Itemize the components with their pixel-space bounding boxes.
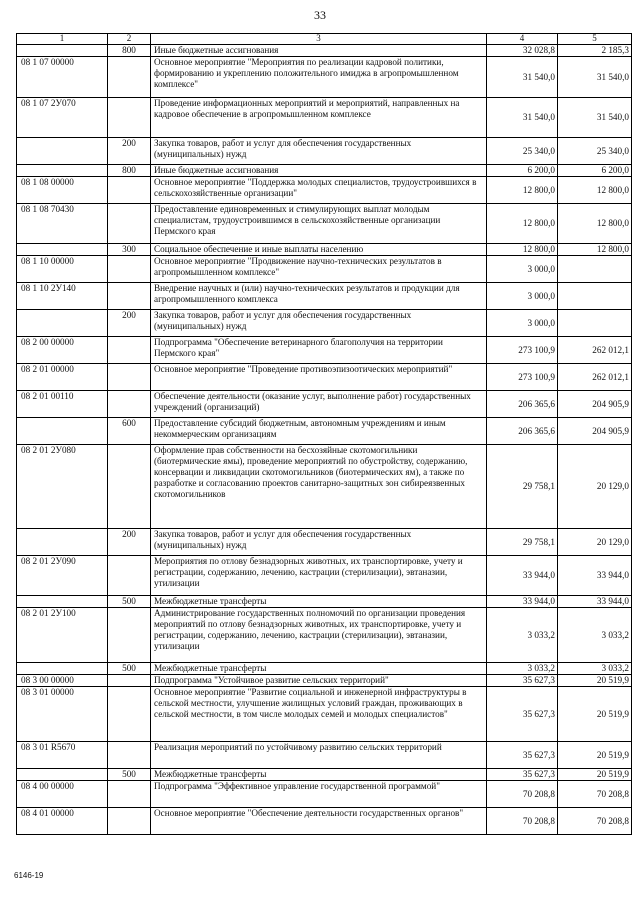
cell-name: Проведение информационных мероприятий и мероприятий, направленных на кадровое обеспечение в агропромышленном комплексе (151, 98, 487, 138)
table-row (17, 781, 632, 808)
cell-amount-col5 (558, 256, 632, 283)
table-row (17, 98, 632, 138)
cell-name: Основное мероприятие "Продвижение научно-технических результатов в агропромышленном комплексе" (151, 256, 487, 283)
table-row (17, 337, 632, 364)
cell-amount-col4: 3 033,2 (487, 608, 558, 663)
cell-amount-col5: 31 540,0 (558, 98, 632, 138)
cell-amount-col5: 12 800,0 (558, 244, 632, 256)
cell-amount-col4: 206 365,6 (487, 391, 558, 418)
cell-amount-col5: 20 519,9 (558, 769, 632, 781)
cell-amount-col5: 262 012,1 (558, 337, 632, 364)
cell-amount-col4: 35 627,3 (487, 675, 558, 687)
cell-amount-col4: 3 033,2 (487, 663, 558, 675)
cell-amount-col5: 25 340,0 (558, 138, 632, 165)
cell-expense-type: 800 (108, 165, 151, 177)
cell-expense-type (108, 256, 151, 283)
cell-amount-col4: 32 028,8 (487, 45, 558, 57)
cell-name: Мероприятия по отлову безнадзорных животных, их транспортировке, учету и регистрации, содержанию, лечению, кастрации (стерилизации), эвтаназии, утилизации (151, 556, 487, 596)
cell-amount-col5 (558, 310, 632, 337)
cell-amount-col4: 29 758,1 (487, 445, 558, 529)
cell-amount-col4: 3 000,0 (487, 283, 558, 310)
table-body (17, 45, 632, 835)
cell-code: 08 2 01 2У080 (17, 445, 108, 529)
cell-expense-type (108, 742, 151, 769)
cell-amount-col4: 35 627,3 (487, 687, 558, 742)
cell-expense-type: 500 (108, 663, 151, 675)
footer-code: 6146-19 (14, 871, 44, 880)
cell-amount-col5: 262 012,1 (558, 364, 632, 391)
table-row (17, 687, 632, 742)
cell-name: Подпрограмма "Устойчивое развитие сельских территорий" (151, 675, 487, 687)
cell-amount-col5: 33 944,0 (558, 596, 632, 608)
cell-code (17, 596, 108, 608)
cell-code (17, 310, 108, 337)
table-row (17, 283, 632, 310)
cell-code (17, 663, 108, 675)
cell-amount-col4: 25 340,0 (487, 138, 558, 165)
table-row (17, 204, 632, 244)
cell-name: Межбюджетные трансферты (151, 663, 487, 675)
cell-name: Основное мероприятие "Мероприятия по реализации кадровой политики, формированию и укреплению положительного имиджа в агропромышленном комплексе" (151, 57, 487, 98)
cell-name: Администрирование государственных полномочий по организации проведения мероприятий по отлову безнадзорных животных, их транспортировке, учету и регистрации, содержанию, лечению, кастрации (стерилизации), эвтаназии, утилизации (151, 608, 487, 663)
cell-code: 08 1 07 00000 (17, 57, 108, 98)
cell-amount-col5: 20 129,0 (558, 445, 632, 529)
cell-code (17, 769, 108, 781)
table-row (17, 57, 632, 98)
cell-name: Основное мероприятие "Развитие социальной и инженерной инфраструктуры в сельской местности, улучшение жилищных условий граждан, проживающих в сельской местности, в том числе молодых семей и молодых специалистов" (151, 687, 487, 742)
budget-table (16, 33, 632, 835)
cell-name: Подпрограмма "Эффективное управление государственной программой" (151, 781, 487, 808)
cell-expense-type: 200 (108, 138, 151, 165)
table-row (17, 742, 632, 769)
table-row (17, 310, 632, 337)
cell-expense-type (108, 808, 151, 835)
cell-amount-col4: 273 100,9 (487, 364, 558, 391)
cell-name: Иные бюджетные ассигнования (151, 165, 487, 177)
cell-name: Закупка товаров, работ и услуг для обеспечения государственных (муниципальных) нужд (151, 138, 487, 165)
cell-amount-col4: 6 200,0 (487, 165, 558, 177)
cell-name: Межбюджетные трансферты (151, 769, 487, 781)
cell-amount-col4: 273 100,9 (487, 337, 558, 364)
table-row (17, 608, 632, 663)
table-row (17, 391, 632, 418)
cell-name: Закупка товаров, работ и услуг для обеспечения государственных (муниципальных) нужд (151, 529, 487, 556)
table-row (17, 445, 632, 529)
cell-amount-col5: 33 944,0 (558, 556, 632, 596)
cell-amount-col5 (558, 283, 632, 310)
cell-amount-col5: 204 905,9 (558, 391, 632, 418)
cell-code: 08 1 08 70430 (17, 204, 108, 244)
cell-expense-type (108, 608, 151, 663)
cell-amount-col4: 29 758,1 (487, 529, 558, 556)
cell-expense-type (108, 337, 151, 364)
cell-amount-col5: 12 800,0 (558, 204, 632, 244)
cell-code: 08 1 10 00000 (17, 256, 108, 283)
cell-amount-col4: 12 800,0 (487, 204, 558, 244)
cell-expense-type: 500 (108, 596, 151, 608)
cell-amount-col4: 31 540,0 (487, 98, 558, 138)
cell-amount-col4: 3 000,0 (487, 256, 558, 283)
header-col-3: 3 (151, 34, 487, 45)
cell-amount-col4: 3 000,0 (487, 310, 558, 337)
cell-amount-col4: 206 365,6 (487, 418, 558, 445)
cell-amount-col5: 20 519,9 (558, 675, 632, 687)
cell-code: 08 1 10 2У140 (17, 283, 108, 310)
cell-name: Иные бюджетные ассигнования (151, 45, 487, 57)
table-row (17, 769, 632, 781)
cell-name: Основное мероприятие "Проведение противоэпизоотических мероприятий" (151, 364, 487, 391)
table-row (17, 138, 632, 165)
cell-amount-col5: 70 208,8 (558, 808, 632, 835)
cell-code: 08 2 01 2У100 (17, 608, 108, 663)
table-row (17, 556, 632, 596)
cell-expense-type: 200 (108, 529, 151, 556)
cell-amount-col5: 12 800,0 (558, 177, 632, 204)
table-header-row (17, 34, 632, 45)
cell-expense-type (108, 781, 151, 808)
cell-amount-col5: 2 185,3 (558, 45, 632, 57)
header-col-2: 2 (108, 34, 151, 45)
cell-expense-type: 200 (108, 310, 151, 337)
table-row (17, 165, 632, 177)
cell-code: 08 3 01 00000 (17, 687, 108, 742)
cell-code: 08 2 01 00110 (17, 391, 108, 418)
cell-name: Подпрограмма "Обеспечение ветеринарного благополучия на территории Пермского края" (151, 337, 487, 364)
cell-expense-type (108, 204, 151, 244)
cell-code: 08 1 08 00000 (17, 177, 108, 204)
cell-amount-col4: 12 800,0 (487, 244, 558, 256)
table-row (17, 244, 632, 256)
cell-name: Предоставление субсидий бюджетным, автономным учреждениям и иным некоммерческим организациям (151, 418, 487, 445)
cell-name: Предоставление единовременных и стимулирующих выплат молодым специалистам, трудоустроившимся в сельскохозяйственные организации Пермского края (151, 204, 487, 244)
cell-code (17, 418, 108, 445)
cell-amount-col4: 70 208,8 (487, 808, 558, 835)
table-row (17, 808, 632, 835)
cell-amount-col4: 33 944,0 (487, 556, 558, 596)
cell-amount-col5: 204 905,9 (558, 418, 632, 445)
cell-amount-col4: 33 944,0 (487, 596, 558, 608)
cell-code: 08 4 00 00000 (17, 781, 108, 808)
cell-code (17, 45, 108, 57)
table-row (17, 529, 632, 556)
cell-name: Социальное обеспечение и иные выплаты населению (151, 244, 487, 256)
table-row (17, 596, 632, 608)
cell-name: Межбюджетные трансферты (151, 596, 487, 608)
cell-amount-col5: 20 519,9 (558, 687, 632, 742)
cell-amount-col5: 20 129,0 (558, 529, 632, 556)
table-row (17, 177, 632, 204)
cell-code (17, 138, 108, 165)
budget-table-container (16, 33, 631, 835)
cell-code: 08 3 01 R5670 (17, 742, 108, 769)
cell-name: Внедрение научных и (или) научно-технических результатов и продукции для агропромышленного комплекса (151, 283, 487, 310)
cell-expense-type (108, 98, 151, 138)
cell-amount-col4: 70 208,8 (487, 781, 558, 808)
header-col-4: 4 (487, 34, 558, 45)
cell-amount-col4: 31 540,0 (487, 57, 558, 98)
cell-name: Оформление прав собственности на бесхозяйные скотомогильники (биотермические ямы), проведение мероприятий по обустройству, содержанию, консервации и ликвидации скотомогильников (биотермических ям), а также по разработке и согласованию проектов санитарно-защитных зон сибиреязвенных скотомогильников (151, 445, 487, 529)
cell-code: 08 4 01 00000 (17, 808, 108, 835)
table-row (17, 256, 632, 283)
page-number: 33 (314, 8, 326, 22)
cell-expense-type (108, 556, 151, 596)
cell-amount-col4: 35 627,3 (487, 742, 558, 769)
cell-code: 08 2 01 2У090 (17, 556, 108, 596)
cell-expense-type (108, 391, 151, 418)
cell-name: Закупка товаров, работ и услуг для обеспечения государственных (муниципальных) нужд (151, 310, 487, 337)
table-row (17, 45, 632, 57)
cell-code (17, 165, 108, 177)
table-row (17, 418, 632, 445)
cell-code (17, 244, 108, 256)
cell-expense-type: 800 (108, 45, 151, 57)
cell-expense-type (108, 57, 151, 98)
cell-amount-col4: 35 627,3 (487, 769, 558, 781)
header-col-5: 5 (558, 34, 632, 45)
cell-expense-type (108, 364, 151, 391)
cell-expense-type (108, 687, 151, 742)
cell-code (17, 529, 108, 556)
cell-name: Основное мероприятие "Обеспечение деятельности государственных органов" (151, 808, 487, 835)
cell-code: 08 1 07 2У070 (17, 98, 108, 138)
table-row (17, 364, 632, 391)
cell-amount-col5: 31 540,0 (558, 57, 632, 98)
cell-name: Реализация мероприятий по устойчивому развитию сельских территорий (151, 742, 487, 769)
cell-name: Обеспечение деятельности (оказание услуг, выполнение работ) государственных учреждений (организаций) (151, 391, 487, 418)
cell-expense-type (108, 177, 151, 204)
cell-code: 08 2 01 00000 (17, 364, 108, 391)
cell-expense-type (108, 445, 151, 529)
header-col-1: 1 (17, 34, 108, 45)
cell-expense-type: 600 (108, 418, 151, 445)
cell-expense-type (108, 283, 151, 310)
table-row (17, 663, 632, 675)
cell-amount-col5: 20 519,9 (558, 742, 632, 769)
cell-amount-col5: 6 200,0 (558, 165, 632, 177)
cell-amount-col5: 70 208,8 (558, 781, 632, 808)
cell-name: Основное мероприятие "Поддержка молодых специалистов, трудоустроившихся в сельскохозяйственные организации" (151, 177, 487, 204)
cell-amount-col4: 12 800,0 (487, 177, 558, 204)
table-row (17, 675, 632, 687)
cell-expense-type: 300 (108, 244, 151, 256)
cell-expense-type: 500 (108, 769, 151, 781)
cell-amount-col5: 3 033,2 (558, 608, 632, 663)
cell-code: 08 2 00 00000 (17, 337, 108, 364)
cell-expense-type (108, 675, 151, 687)
cell-amount-col5: 3 033,2 (558, 663, 632, 675)
cell-code: 08 3 00 00000 (17, 675, 108, 687)
